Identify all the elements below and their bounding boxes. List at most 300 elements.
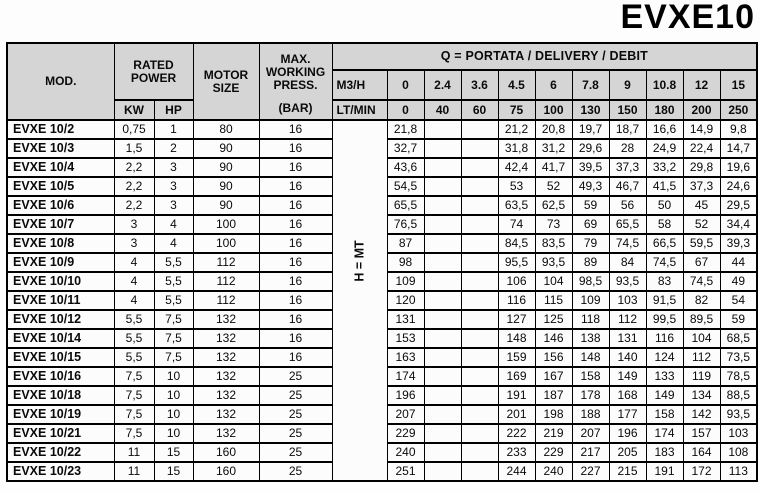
head-value-cell bbox=[424, 367, 461, 386]
head-value-cell: 41,7 bbox=[535, 158, 572, 177]
head-value-cell: 9,8 bbox=[720, 120, 757, 139]
head-value-cell: 196 bbox=[609, 424, 646, 443]
model-cell: EVXE 10/8 bbox=[7, 234, 114, 253]
model-cell: EVXE 10/12 bbox=[7, 310, 114, 329]
hp-cell: 7,5 bbox=[154, 348, 193, 367]
head-value-cell bbox=[424, 158, 461, 177]
head-value-cell: 227 bbox=[572, 462, 609, 481]
head-value-cell bbox=[461, 405, 498, 424]
head-value-cell: 215 bbox=[609, 462, 646, 481]
kw-cell: 5,5 bbox=[114, 329, 154, 348]
head-value-cell bbox=[424, 462, 461, 481]
kw-cell: 3 bbox=[114, 234, 154, 253]
head-value-cell: 207 bbox=[572, 424, 609, 443]
max-press-cell: 16 bbox=[259, 215, 332, 234]
head-value-cell bbox=[461, 424, 498, 443]
head-value-cell: 164 bbox=[683, 443, 720, 462]
model-cell: EVXE 10/23 bbox=[7, 462, 114, 481]
model-cell: EVXE 10/14 bbox=[7, 329, 114, 348]
head-unit-label: H = MT bbox=[352, 240, 367, 282]
head-value-cell: 56 bbox=[609, 196, 646, 215]
model-cell: EVXE 10/6 bbox=[7, 196, 114, 215]
model-cell: EVXE 10/3 bbox=[7, 139, 114, 158]
head-value-cell: 201 bbox=[498, 405, 535, 424]
model-cell: EVXE 10/4 bbox=[7, 158, 114, 177]
col-header-mod: MOD. bbox=[7, 43, 114, 120]
head-value-cell: 93,5 bbox=[535, 253, 572, 272]
motor-size-cell: 100 bbox=[193, 215, 259, 234]
head-value-cell: 59 bbox=[720, 310, 757, 329]
header-row-ltmin bbox=[7, 100, 757, 120]
head-value-cell bbox=[461, 272, 498, 291]
motor-size-cell: 132 bbox=[193, 405, 259, 424]
motor-size-cell: 112 bbox=[193, 253, 259, 272]
m3h-value: 15 bbox=[720, 70, 757, 101]
motor-size-cell: 132 bbox=[193, 367, 259, 386]
head-value-cell: 99,5 bbox=[646, 310, 683, 329]
ltmin-value: 130 bbox=[572, 100, 609, 120]
head-value-cell bbox=[424, 291, 461, 310]
head-value-cell: 69 bbox=[572, 215, 609, 234]
head-value-cell: 39,3 bbox=[720, 234, 757, 253]
model-cell: EVXE 10/11 bbox=[7, 291, 114, 310]
max-press-cell: 16 bbox=[259, 329, 332, 348]
ltmin-unit-label: LT/MIN bbox=[332, 100, 387, 120]
max-press-cell: 25 bbox=[259, 405, 332, 424]
head-value-cell: 82 bbox=[683, 291, 720, 310]
motor-size-cell: 160 bbox=[193, 462, 259, 481]
head-value-cell: 196 bbox=[387, 386, 424, 405]
head-value-cell: 14,9 bbox=[683, 120, 720, 139]
head-value-cell: 18,7 bbox=[609, 120, 646, 139]
head-value-cell: 116 bbox=[646, 329, 683, 348]
m3h-value: 3.6 bbox=[461, 70, 498, 101]
head-value-cell: 21,2 bbox=[498, 120, 535, 139]
head-value-cell: 74,5 bbox=[609, 234, 646, 253]
head-value-cell: 24,9 bbox=[646, 139, 683, 158]
head-value-cell: 78,5 bbox=[720, 367, 757, 386]
head-value-cell: 74 bbox=[498, 215, 535, 234]
head-value-cell: 91,5 bbox=[646, 291, 683, 310]
head-value-cell: 49 bbox=[720, 272, 757, 291]
head-value-cell bbox=[461, 386, 498, 405]
ltmin-value: 180 bbox=[646, 100, 683, 120]
head-value-cell: 34,4 bbox=[720, 215, 757, 234]
head-value-cell: 240 bbox=[535, 462, 572, 481]
head-value-cell: 205 bbox=[609, 443, 646, 462]
ltmin-value: 60 bbox=[461, 100, 498, 120]
model-cell: EVXE 10/7 bbox=[7, 215, 114, 234]
head-value-cell: 131 bbox=[609, 329, 646, 348]
model-cell: EVXE 10/10 bbox=[7, 272, 114, 291]
motor-size-cell: 132 bbox=[193, 348, 259, 367]
model-cell: EVXE 10/5 bbox=[7, 177, 114, 196]
hp-cell: 10 bbox=[154, 386, 193, 405]
head-value-cell: 89,5 bbox=[683, 310, 720, 329]
head-value-cell: 50 bbox=[646, 196, 683, 215]
model-cell: EVXE 10/21 bbox=[7, 424, 114, 443]
head-value-cell: 148 bbox=[498, 329, 535, 348]
col-header-q-delivery: Q = PORTATA / DELIVERY / DEBIT bbox=[332, 43, 757, 70]
head-value-cell: 29,5 bbox=[720, 196, 757, 215]
head-value-cell bbox=[461, 120, 498, 139]
ltmin-value: 75 bbox=[498, 100, 535, 120]
head-value-cell: 29,8 bbox=[683, 158, 720, 177]
col-header-max-working-press bbox=[259, 43, 332, 120]
head-value-cell: 106 bbox=[498, 272, 535, 291]
head-value-cell bbox=[461, 462, 498, 481]
head-value-cell: 127 bbox=[498, 310, 535, 329]
head-value-cell: 37,3 bbox=[683, 177, 720, 196]
max-working-press-label: MAX. WORKING PRESS. bbox=[265, 51, 326, 92]
head-value-cell: 169 bbox=[498, 367, 535, 386]
col-header-kw: KW bbox=[114, 100, 154, 120]
ltmin-value: 250 bbox=[720, 100, 757, 120]
hp-cell: 3 bbox=[154, 177, 193, 196]
max-press-cell: 16 bbox=[259, 310, 332, 329]
head-value-cell: 98,5 bbox=[572, 272, 609, 291]
kw-cell: 7,5 bbox=[114, 386, 154, 405]
head-value-cell: 33,2 bbox=[646, 158, 683, 177]
head-value-cell: 95,5 bbox=[498, 253, 535, 272]
m3h-value: 9 bbox=[609, 70, 646, 101]
m3h-value: 7.8 bbox=[572, 70, 609, 101]
table-row bbox=[7, 120, 757, 139]
head-value-cell: 45 bbox=[683, 196, 720, 215]
head-value-cell: 89 bbox=[572, 253, 609, 272]
hp-cell: 4 bbox=[154, 215, 193, 234]
head-value-cell bbox=[424, 348, 461, 367]
motor-size-cell: 160 bbox=[193, 443, 259, 462]
kw-cell: 11 bbox=[114, 462, 154, 481]
head-value-cell: 233 bbox=[498, 443, 535, 462]
head-value-cell bbox=[424, 405, 461, 424]
head-value-cell bbox=[461, 215, 498, 234]
head-value-cell bbox=[461, 329, 498, 348]
kw-cell: 7,5 bbox=[114, 367, 154, 386]
head-value-cell bbox=[461, 443, 498, 462]
model-cell: EVXE 10/19 bbox=[7, 405, 114, 424]
ltmin-value: 150 bbox=[609, 100, 646, 120]
max-press-cell: 16 bbox=[259, 234, 332, 253]
bar-unit-label: (BAR) bbox=[278, 101, 313, 115]
head-value-cell bbox=[461, 234, 498, 253]
head-value-cell: 174 bbox=[646, 424, 683, 443]
max-press-cell: 16 bbox=[259, 177, 332, 196]
head-value-cell bbox=[424, 120, 461, 139]
kw-cell: 4 bbox=[114, 253, 154, 272]
motor-size-cell: 100 bbox=[193, 234, 259, 253]
head-value-cell: 41,5 bbox=[646, 177, 683, 196]
pump-performance-table bbox=[6, 42, 758, 482]
head-value-cell: 112 bbox=[683, 348, 720, 367]
head-value-cell: 149 bbox=[646, 386, 683, 405]
max-press-cell: 16 bbox=[259, 348, 332, 367]
model-cell: EVXE 10/15 bbox=[7, 348, 114, 367]
model-cell: EVXE 10/16 bbox=[7, 367, 114, 386]
head-value-cell bbox=[461, 158, 498, 177]
kw-cell: 11 bbox=[114, 443, 154, 462]
head-value-cell: 73,5 bbox=[720, 348, 757, 367]
head-value-cell: 187 bbox=[535, 386, 572, 405]
head-value-cell: 149 bbox=[609, 367, 646, 386]
head-value-cell: 68,5 bbox=[720, 329, 757, 348]
max-press-cell: 25 bbox=[259, 424, 332, 443]
hp-cell: 15 bbox=[154, 462, 193, 481]
hp-cell: 7,5 bbox=[154, 310, 193, 329]
head-value-cell: 42,4 bbox=[498, 158, 535, 177]
head-value-cell: 59,5 bbox=[683, 234, 720, 253]
model-cell: EVXE 10/22 bbox=[7, 443, 114, 462]
m3h-value: 10.8 bbox=[646, 70, 683, 101]
head-value-cell bbox=[461, 253, 498, 272]
head-value-cell: 79 bbox=[572, 234, 609, 253]
head-value-cell: 108 bbox=[720, 443, 757, 462]
ltmin-value: 100 bbox=[535, 100, 572, 120]
head-value-cell: 84 bbox=[609, 253, 646, 272]
head-value-cell bbox=[424, 443, 461, 462]
head-value-cell: 16,6 bbox=[646, 120, 683, 139]
head-value-cell bbox=[424, 234, 461, 253]
head-value-cell: 251 bbox=[387, 462, 424, 481]
head-value-cell: 116 bbox=[498, 291, 535, 310]
head-value-cell: 66,5 bbox=[646, 234, 683, 253]
head-value-cell: 229 bbox=[387, 424, 424, 443]
head-value-cell: 44 bbox=[720, 253, 757, 272]
head-value-cell: 148 bbox=[572, 348, 609, 367]
hp-cell: 5,5 bbox=[154, 291, 193, 310]
head-value-cell bbox=[424, 196, 461, 215]
head-value-cell: 22,4 bbox=[683, 139, 720, 158]
head-value-cell: 76,5 bbox=[387, 215, 424, 234]
max-press-cell: 16 bbox=[259, 196, 332, 215]
head-value-cell: 109 bbox=[572, 291, 609, 310]
head-value-cell: 93,5 bbox=[609, 272, 646, 291]
kw-cell: 1,5 bbox=[114, 139, 154, 158]
head-value-cell: 103 bbox=[720, 424, 757, 443]
head-value-cell: 158 bbox=[646, 405, 683, 424]
hp-cell: 5,5 bbox=[154, 253, 193, 272]
head-value-cell: 74,5 bbox=[646, 253, 683, 272]
head-value-cell: 118 bbox=[572, 310, 609, 329]
head-value-cell: 73 bbox=[535, 215, 572, 234]
head-value-cell: 43,6 bbox=[387, 158, 424, 177]
kw-cell: 2,2 bbox=[114, 196, 154, 215]
m3h-value: 2.4 bbox=[424, 70, 461, 101]
head-value-cell: 115 bbox=[535, 291, 572, 310]
m3h-value: 6 bbox=[535, 70, 572, 101]
head-value-cell bbox=[424, 386, 461, 405]
head-value-cell: 14,7 bbox=[720, 139, 757, 158]
max-press-cell: 25 bbox=[259, 386, 332, 405]
max-press-cell: 25 bbox=[259, 367, 332, 386]
model-cell: EVXE 10/9 bbox=[7, 253, 114, 272]
head-value-cell: 134 bbox=[683, 386, 720, 405]
head-value-cell: 178 bbox=[572, 386, 609, 405]
head-value-cell bbox=[461, 139, 498, 158]
col-header-motor-size: MOTOR SIZE bbox=[193, 43, 259, 120]
page-title: EVXE10 bbox=[620, 0, 755, 36]
head-value-cell: 84,5 bbox=[498, 234, 535, 253]
motor-size-cell: 132 bbox=[193, 329, 259, 348]
motor-size-cell: 90 bbox=[193, 158, 259, 177]
m3h-unit-label: M3/H bbox=[332, 70, 387, 101]
hp-cell: 3 bbox=[154, 158, 193, 177]
kw-cell: 7,5 bbox=[114, 405, 154, 424]
max-press-cell: 16 bbox=[259, 158, 332, 177]
head-value-cell: 240 bbox=[387, 443, 424, 462]
head-value-cell: 229 bbox=[535, 443, 572, 462]
head-value-cell: 37,3 bbox=[609, 158, 646, 177]
head-value-cell: 19,6 bbox=[720, 158, 757, 177]
max-press-cell: 25 bbox=[259, 462, 332, 481]
hp-cell: 1 bbox=[154, 120, 193, 139]
head-value-cell: 191 bbox=[498, 386, 535, 405]
head-value-cell: 59 bbox=[572, 196, 609, 215]
head-value-cell: 104 bbox=[683, 329, 720, 348]
head-value-cell: 124 bbox=[646, 348, 683, 367]
kw-cell: 5,5 bbox=[114, 348, 154, 367]
kw-cell: 2,2 bbox=[114, 177, 154, 196]
head-value-cell: 198 bbox=[535, 405, 572, 424]
ltmin-value: 0 bbox=[387, 100, 424, 120]
head-value-cell bbox=[424, 310, 461, 329]
head-value-cell: 188 bbox=[572, 405, 609, 424]
head-value-cell bbox=[424, 253, 461, 272]
head-value-cell: 158 bbox=[572, 367, 609, 386]
hp-cell: 4 bbox=[154, 234, 193, 253]
head-value-cell: 74,5 bbox=[683, 272, 720, 291]
head-value-cell: 31,2 bbox=[535, 139, 572, 158]
head-value-cell: 142 bbox=[683, 405, 720, 424]
m3h-value: 0 bbox=[387, 70, 424, 101]
head-value-cell: 174 bbox=[387, 367, 424, 386]
kw-cell: 5,5 bbox=[114, 310, 154, 329]
head-value-cell bbox=[461, 367, 498, 386]
head-value-cell bbox=[424, 139, 461, 158]
motor-size-cell: 132 bbox=[193, 424, 259, 443]
head-value-cell: 87 bbox=[387, 234, 424, 253]
kw-cell: 3 bbox=[114, 215, 154, 234]
kw-cell: 4 bbox=[114, 272, 154, 291]
head-value-cell: 83 bbox=[646, 272, 683, 291]
head-value-cell: 131 bbox=[387, 310, 424, 329]
head-value-cell: 157 bbox=[683, 424, 720, 443]
hp-cell: 10 bbox=[154, 405, 193, 424]
head-value-cell: 103 bbox=[609, 291, 646, 310]
head-value-cell: 28 bbox=[609, 139, 646, 158]
head-value-cell: 54,5 bbox=[387, 177, 424, 196]
head-value-cell bbox=[461, 177, 498, 196]
head-value-cell: 138 bbox=[572, 329, 609, 348]
head-value-cell: 52 bbox=[683, 215, 720, 234]
head-value-cell: 31,8 bbox=[498, 139, 535, 158]
head-value-cell: 207 bbox=[387, 405, 424, 424]
head-value-cell: 140 bbox=[609, 348, 646, 367]
head-value-cell: 54 bbox=[720, 291, 757, 310]
motor-size-cell: 112 bbox=[193, 272, 259, 291]
head-value-cell: 113 bbox=[720, 462, 757, 481]
head-value-cell: 244 bbox=[498, 462, 535, 481]
head-value-cell bbox=[424, 215, 461, 234]
head-value-cell: 109 bbox=[387, 272, 424, 291]
hp-cell: 10 bbox=[154, 424, 193, 443]
head-value-cell: 146 bbox=[535, 329, 572, 348]
model-cell: EVXE 10/18 bbox=[7, 386, 114, 405]
head-value-cell: 183 bbox=[646, 443, 683, 462]
col-header-rated-power: RATED POWER bbox=[114, 43, 193, 100]
max-press-cell: 16 bbox=[259, 120, 332, 139]
head-value-cell: 119 bbox=[683, 367, 720, 386]
head-value-cell: 98 bbox=[387, 253, 424, 272]
head-value-cell: 88,5 bbox=[720, 386, 757, 405]
max-press-cell: 16 bbox=[259, 139, 332, 158]
kw-cell: 2,2 bbox=[114, 158, 154, 177]
head-value-cell bbox=[424, 424, 461, 443]
head-value-cell bbox=[461, 291, 498, 310]
head-value-cell: 112 bbox=[609, 310, 646, 329]
head-value-cell: 177 bbox=[609, 405, 646, 424]
head-value-cell bbox=[424, 329, 461, 348]
head-value-cell: 93,5 bbox=[720, 405, 757, 424]
head-value-cell: 29,6 bbox=[572, 139, 609, 158]
head-value-cell: 46,7 bbox=[609, 177, 646, 196]
max-press-cell: 16 bbox=[259, 291, 332, 310]
head-value-cell: 63,5 bbox=[498, 196, 535, 215]
head-value-cell bbox=[461, 310, 498, 329]
head-value-cell: 219 bbox=[535, 424, 572, 443]
head-value-cell: 125 bbox=[535, 310, 572, 329]
motor-size-cell: 112 bbox=[193, 291, 259, 310]
head-value-cell: 172 bbox=[683, 462, 720, 481]
head-value-cell: 104 bbox=[535, 272, 572, 291]
head-value-cell: 168 bbox=[609, 386, 646, 405]
hp-cell: 15 bbox=[154, 443, 193, 462]
hp-cell: 10 bbox=[154, 367, 193, 386]
head-value-cell bbox=[461, 348, 498, 367]
kw-cell: 0,75 bbox=[114, 120, 154, 139]
head-value-cell: 19,7 bbox=[572, 120, 609, 139]
motor-size-cell: 132 bbox=[193, 386, 259, 405]
head-value-cell: 67 bbox=[683, 253, 720, 272]
motor-size-cell: 132 bbox=[193, 310, 259, 329]
m3h-value: 12 bbox=[683, 70, 720, 101]
head-value-cell: 32,7 bbox=[387, 139, 424, 158]
head-value-cell: 217 bbox=[572, 443, 609, 462]
head-value-cell: 222 bbox=[498, 424, 535, 443]
head-value-cell bbox=[461, 196, 498, 215]
head-value-cell: 83,5 bbox=[535, 234, 572, 253]
head-value-cell: 20,8 bbox=[535, 120, 572, 139]
head-value-cell: 58 bbox=[646, 215, 683, 234]
ltmin-value: 40 bbox=[424, 100, 461, 120]
head-value-cell: 65,5 bbox=[387, 196, 424, 215]
motor-size-cell: 80 bbox=[193, 120, 259, 139]
head-value-cell bbox=[424, 272, 461, 291]
head-value-cell: 49,3 bbox=[572, 177, 609, 196]
head-value-cell: 62,5 bbox=[535, 196, 572, 215]
kw-cell: 7,5 bbox=[114, 424, 154, 443]
head-value-cell: 156 bbox=[535, 348, 572, 367]
m3h-value: 4.5 bbox=[498, 70, 535, 101]
head-value-cell: 153 bbox=[387, 329, 424, 348]
head-value-cell: 39,5 bbox=[572, 158, 609, 177]
motor-size-cell: 90 bbox=[193, 177, 259, 196]
head-value-cell: 52 bbox=[535, 177, 572, 196]
kw-cell: 4 bbox=[114, 291, 154, 310]
head-value-cell: 65,5 bbox=[609, 215, 646, 234]
head-value-cell bbox=[424, 177, 461, 196]
